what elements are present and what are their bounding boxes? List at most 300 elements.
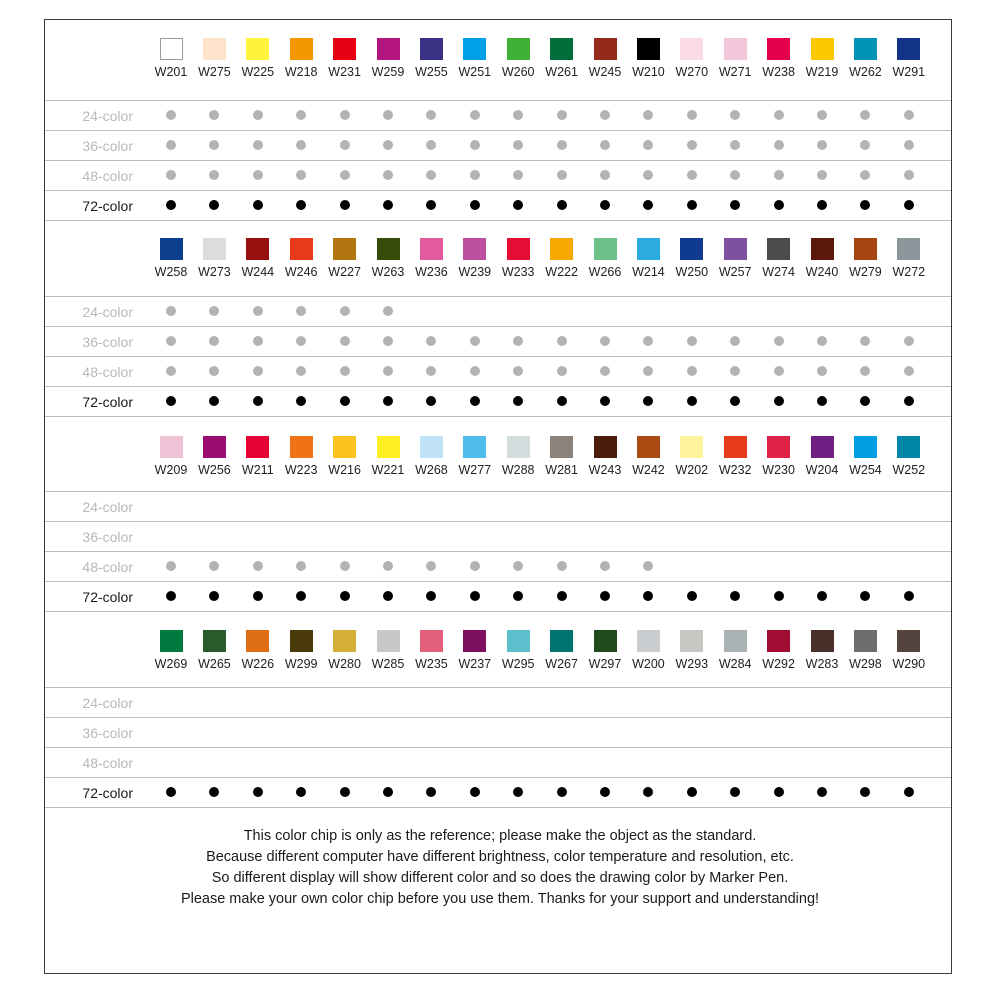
color-swatch [594, 630, 617, 652]
color-swatch [550, 238, 573, 260]
inclusion-dot [209, 140, 219, 150]
color-swatch [550, 630, 573, 652]
set-row-72-color [45, 386, 951, 416]
color-swatch [724, 238, 747, 260]
color-code: W298 [849, 657, 882, 671]
set-row-24-color [45, 100, 951, 130]
inclusion-dot [600, 787, 610, 797]
inclusion-dot [643, 591, 653, 601]
inclusion-dot [296, 591, 306, 601]
inclusion-dot [860, 110, 870, 120]
row-label: 72-color [82, 198, 133, 214]
color-swatch [463, 38, 486, 60]
divider [45, 807, 951, 808]
inclusion-dot [253, 366, 263, 376]
inclusion-dot [817, 110, 827, 120]
color-code: W255 [415, 65, 448, 79]
row-label: 48-color [82, 559, 133, 575]
color-swatch [767, 436, 790, 458]
color-swatch [377, 630, 400, 652]
inclusion-dot [557, 591, 567, 601]
color-swatch [637, 38, 660, 60]
inclusion-dot [643, 396, 653, 406]
inclusion-dot [253, 140, 263, 150]
color-swatch [290, 630, 313, 652]
color-code: W285 [371, 657, 405, 671]
divider [45, 611, 951, 612]
inclusion-dot [774, 366, 784, 376]
color-swatch [290, 38, 313, 60]
inclusion-dot [470, 200, 480, 210]
color-code: W262 [849, 65, 882, 79]
inclusion-dot [600, 200, 610, 210]
color-code: W280 [328, 657, 361, 671]
inclusion-dot [513, 561, 523, 571]
inclusion-dot [383, 170, 393, 180]
color-code: W261 [545, 65, 578, 79]
inclusion-dot [253, 200, 263, 210]
color-swatch [246, 630, 269, 652]
inclusion-dot [253, 170, 263, 180]
inclusion-dot [383, 396, 393, 406]
inclusion-dot [383, 366, 393, 376]
inclusion-dot [904, 336, 914, 346]
color-code: W223 [284, 463, 318, 477]
color-code: W210 [632, 65, 665, 79]
inclusion-dot [904, 591, 914, 601]
inclusion-dot [600, 591, 610, 601]
color-swatch [550, 436, 573, 458]
inclusion-dot [166, 306, 176, 316]
inclusion-dot [340, 110, 350, 120]
inclusion-dot [904, 110, 914, 120]
color-code: W284 [718, 657, 752, 671]
inclusion-dot [426, 336, 436, 346]
inclusion-dot [253, 336, 263, 346]
row-label: 36-color [82, 725, 133, 741]
color-code: W239 [458, 265, 492, 279]
inclusion-dot [643, 200, 653, 210]
color-code: W214 [632, 265, 665, 279]
inclusion-dot [296, 561, 306, 571]
inclusion-dot [513, 170, 523, 180]
inclusion-dot [600, 336, 610, 346]
inclusion-dot [817, 787, 827, 797]
color-code: W244 [241, 265, 275, 279]
color-code: W232 [718, 463, 752, 477]
inclusion-dot [383, 306, 393, 316]
color-code: W226 [241, 657, 275, 671]
inclusion-dot [340, 200, 350, 210]
color-swatch [724, 630, 747, 652]
inclusion-dot [513, 140, 523, 150]
color-code: W209 [154, 463, 188, 477]
color-code: W230 [762, 463, 795, 477]
color-swatch [897, 436, 920, 458]
inclusion-dot [426, 170, 436, 180]
inclusion-dot [166, 396, 176, 406]
color-swatch [160, 436, 183, 458]
inclusion-dot [600, 170, 610, 180]
inclusion-dot [383, 591, 393, 601]
inclusion-dot [643, 140, 653, 150]
color-code: W297 [588, 657, 622, 671]
inclusion-dot [340, 170, 350, 180]
inclusion-dot [470, 591, 480, 601]
inclusion-dot [687, 396, 697, 406]
disclaimer-note [0, 826, 1000, 910]
swatch-row [45, 613, 951, 673]
row-label: 48-color [82, 755, 133, 771]
inclusion-dot [296, 200, 306, 210]
row-label: 24-color [82, 304, 133, 320]
inclusion-dot [904, 396, 914, 406]
inclusion-dot [513, 396, 523, 406]
color-code: W270 [675, 65, 709, 79]
color-swatch [680, 436, 703, 458]
inclusion-dot [426, 366, 436, 376]
inclusion-dot [860, 396, 870, 406]
inclusion-dot [340, 366, 350, 376]
inclusion-dot [253, 306, 263, 316]
inclusion-dot [730, 396, 740, 406]
color-code: W218 [284, 65, 318, 79]
color-code: W260 [501, 65, 535, 79]
set-row-36-color [45, 326, 951, 356]
color-swatch [203, 436, 226, 458]
color-swatch [507, 630, 530, 652]
color-code: W291 [892, 65, 926, 79]
color-swatch [333, 630, 356, 652]
inclusion-dot [209, 336, 219, 346]
color-code: W295 [501, 657, 535, 671]
color-swatch [463, 630, 486, 652]
color-swatch [333, 436, 356, 458]
inclusion-dot [817, 396, 827, 406]
color-code: W265 [198, 657, 231, 671]
inclusion-dot [774, 200, 784, 210]
inclusion-dot [904, 200, 914, 210]
color-swatch [420, 38, 443, 60]
inclusion-dot [383, 787, 393, 797]
inclusion-dot [600, 110, 610, 120]
color-swatch [637, 630, 660, 652]
color-swatch [811, 436, 834, 458]
color-swatch [680, 238, 703, 260]
inclusion-dot [904, 787, 914, 797]
row-label: 24-color [82, 695, 133, 711]
inclusion-dot [340, 336, 350, 346]
color-code: W245 [588, 65, 622, 79]
inclusion-dot [296, 170, 306, 180]
set-row-36-color [45, 130, 951, 160]
color-code: W221 [371, 463, 405, 477]
color-swatch [333, 238, 356, 260]
inclusion-dot [687, 200, 697, 210]
color-code: W238 [762, 65, 795, 79]
set-row-24-color [45, 296, 951, 326]
set-row-36-color [45, 521, 951, 551]
inclusion-dot [209, 170, 219, 180]
color-swatch [203, 238, 226, 260]
inclusion-dot [426, 140, 436, 150]
set-row-72-color [45, 190, 951, 220]
color-swatch [290, 436, 313, 458]
inclusion-dot [340, 306, 350, 316]
row-label: 72-color [82, 589, 133, 605]
color-code: W256 [198, 463, 231, 477]
color-code: W204 [805, 463, 839, 477]
inclusion-dot [687, 591, 697, 601]
inclusion-dot [557, 170, 567, 180]
inclusion-dot [470, 336, 480, 346]
color-swatch [463, 238, 486, 260]
set-row-48-color [45, 747, 951, 777]
color-swatch [637, 238, 660, 260]
color-code: W246 [284, 265, 318, 279]
inclusion-dot [209, 561, 219, 571]
inclusion-dot [687, 140, 697, 150]
color-swatch [767, 630, 790, 652]
color-swatch [724, 38, 747, 60]
inclusion-dot [600, 140, 610, 150]
color-swatch [246, 238, 269, 260]
color-swatch [420, 630, 443, 652]
inclusion-dot [557, 200, 567, 210]
color-code: W236 [415, 265, 448, 279]
inclusion-dot [296, 306, 306, 316]
inclusion-dot [730, 787, 740, 797]
inclusion-dot [166, 110, 176, 120]
color-swatch [420, 238, 443, 260]
inclusion-dot [166, 170, 176, 180]
inclusion-dot [557, 561, 567, 571]
inclusion-dot [426, 787, 436, 797]
inclusion-dot [774, 591, 784, 601]
color-swatch [377, 38, 400, 60]
set-row-48-color [45, 551, 951, 581]
inclusion-dot [860, 787, 870, 797]
color-swatch [333, 38, 356, 60]
inclusion-dot [860, 336, 870, 346]
swatch-row [45, 21, 951, 81]
color-swatch [377, 238, 400, 260]
set-row-36-color [45, 717, 951, 747]
color-code: W267 [545, 657, 578, 671]
color-swatch [854, 38, 877, 60]
color-swatch [854, 238, 877, 260]
color-swatch [160, 630, 183, 652]
inclusion-dot [730, 366, 740, 376]
color-code: W201 [154, 65, 188, 79]
color-code: W250 [675, 265, 709, 279]
inclusion-dot [296, 110, 306, 120]
color-code: W272 [892, 265, 926, 279]
row-label: 72-color [82, 394, 133, 410]
inclusion-dot [730, 200, 740, 210]
inclusion-dot [817, 366, 827, 376]
inclusion-dot [600, 366, 610, 376]
color-code: W273 [198, 265, 231, 279]
inclusion-dot [904, 140, 914, 150]
inclusion-dot [817, 170, 827, 180]
inclusion-dot [774, 170, 784, 180]
color-code: W275 [198, 65, 231, 79]
color-swatch [594, 436, 617, 458]
row-label: 36-color [82, 138, 133, 154]
color-swatch [811, 238, 834, 260]
inclusion-dot [426, 396, 436, 406]
note-line: This color chip is only as the reference; please make the object as the standard. [243, 828, 757, 844]
color-swatch [897, 238, 920, 260]
inclusion-dot [209, 110, 219, 120]
row-label: 72-color [82, 785, 133, 801]
inclusion-dot [643, 561, 653, 571]
row-label: 36-color [82, 334, 133, 350]
divider [45, 416, 951, 417]
inclusion-dot [557, 366, 567, 376]
inclusion-dot [643, 787, 653, 797]
inclusion-dot [253, 787, 263, 797]
color-swatch [160, 38, 183, 60]
color-code: W292 [762, 657, 795, 671]
inclusion-dot [383, 110, 393, 120]
inclusion-dot [860, 140, 870, 150]
color-swatch [290, 238, 313, 260]
color-swatch [203, 630, 226, 652]
color-swatch [811, 630, 834, 652]
color-code: W225 [241, 65, 275, 79]
set-row-24-color [45, 687, 951, 717]
inclusion-dot [383, 140, 393, 150]
inclusion-dot [253, 110, 263, 120]
inclusion-dot [470, 366, 480, 376]
color-code: W268 [415, 463, 448, 477]
color-swatch [420, 436, 443, 458]
inclusion-dot [253, 396, 263, 406]
row-label: 36-color [82, 529, 133, 545]
inclusion-dot [426, 561, 436, 571]
inclusion-dot [730, 591, 740, 601]
row-label: 48-color [82, 168, 133, 184]
inclusion-dot [817, 140, 827, 150]
inclusion-dot [513, 336, 523, 346]
color-swatch [594, 38, 617, 60]
inclusion-dot [426, 591, 436, 601]
inclusion-dot [383, 336, 393, 346]
color-swatch [680, 630, 703, 652]
inclusion-dot [470, 170, 480, 180]
color-code: W279 [849, 265, 882, 279]
set-row-48-color [45, 356, 951, 386]
inclusion-dot [296, 396, 306, 406]
color-swatch [507, 38, 530, 60]
inclusion-dot [383, 200, 393, 210]
row-label: 48-color [82, 364, 133, 380]
swatch-row [45, 419, 951, 479]
inclusion-dot [296, 140, 306, 150]
color-code: W290 [892, 657, 926, 671]
inclusion-dot [340, 396, 350, 406]
color-swatch [854, 630, 877, 652]
color-code: W266 [588, 265, 622, 279]
inclusion-dot [730, 140, 740, 150]
inclusion-dot [687, 366, 697, 376]
color-swatch [637, 436, 660, 458]
color-code: W274 [762, 265, 795, 279]
inclusion-dot [340, 591, 350, 601]
color-code: W269 [154, 657, 188, 671]
inclusion-dot [643, 366, 653, 376]
color-code: W216 [328, 463, 361, 477]
color-swatch [160, 238, 183, 260]
inclusion-dot [687, 336, 697, 346]
inclusion-dot [513, 591, 523, 601]
inclusion-dot [600, 561, 610, 571]
color-swatch [897, 630, 920, 652]
inclusion-dot [904, 170, 914, 180]
color-code: W258 [154, 265, 188, 279]
swatch-row [45, 221, 951, 281]
set-row-72-color [45, 581, 951, 611]
color-swatch [811, 38, 834, 60]
row-label: 24-color [82, 499, 133, 515]
inclusion-dot [774, 396, 784, 406]
inclusion-dot [774, 336, 784, 346]
color-swatch [246, 38, 269, 60]
inclusion-dot [817, 591, 827, 601]
inclusion-dot [687, 110, 697, 120]
inclusion-dot [470, 140, 480, 150]
inclusion-dot [470, 396, 480, 406]
inclusion-dot [643, 110, 653, 120]
note-line: Please make your own color chip before you use them. Thanks for your support and understanding! [180, 891, 820, 907]
inclusion-dot [166, 140, 176, 150]
inclusion-dot [817, 200, 827, 210]
inclusion-dot [643, 170, 653, 180]
inclusion-dot [209, 200, 219, 210]
note-line: Because different computer have different brightness, color temperature and resolution, etc. [206, 849, 794, 865]
inclusion-dot [860, 591, 870, 601]
inclusion-dot [513, 787, 523, 797]
color-code: W237 [458, 657, 492, 671]
inclusion-dot [426, 110, 436, 120]
inclusion-dot [774, 140, 784, 150]
inclusion-dot [340, 561, 350, 571]
set-row-48-color [45, 160, 951, 190]
inclusion-dot [470, 561, 480, 571]
color-code: W219 [805, 65, 839, 79]
color-code: W257 [718, 265, 752, 279]
set-row-72-color [45, 777, 951, 807]
color-code: W254 [849, 463, 882, 477]
color-swatch [594, 238, 617, 260]
color-code: W263 [371, 265, 405, 279]
color-swatch [767, 238, 790, 260]
inclusion-dot [209, 306, 219, 316]
inclusion-dot [166, 366, 176, 376]
inclusion-dot [557, 336, 567, 346]
color-code: W231 [328, 65, 361, 79]
color-code: W235 [415, 657, 448, 671]
inclusion-dot [730, 110, 740, 120]
inclusion-dot [904, 366, 914, 376]
color-code: W243 [588, 463, 622, 477]
color-code: W281 [545, 463, 578, 477]
color-code: W200 [632, 657, 665, 671]
inclusion-dot [296, 336, 306, 346]
inclusion-dot [253, 591, 263, 601]
